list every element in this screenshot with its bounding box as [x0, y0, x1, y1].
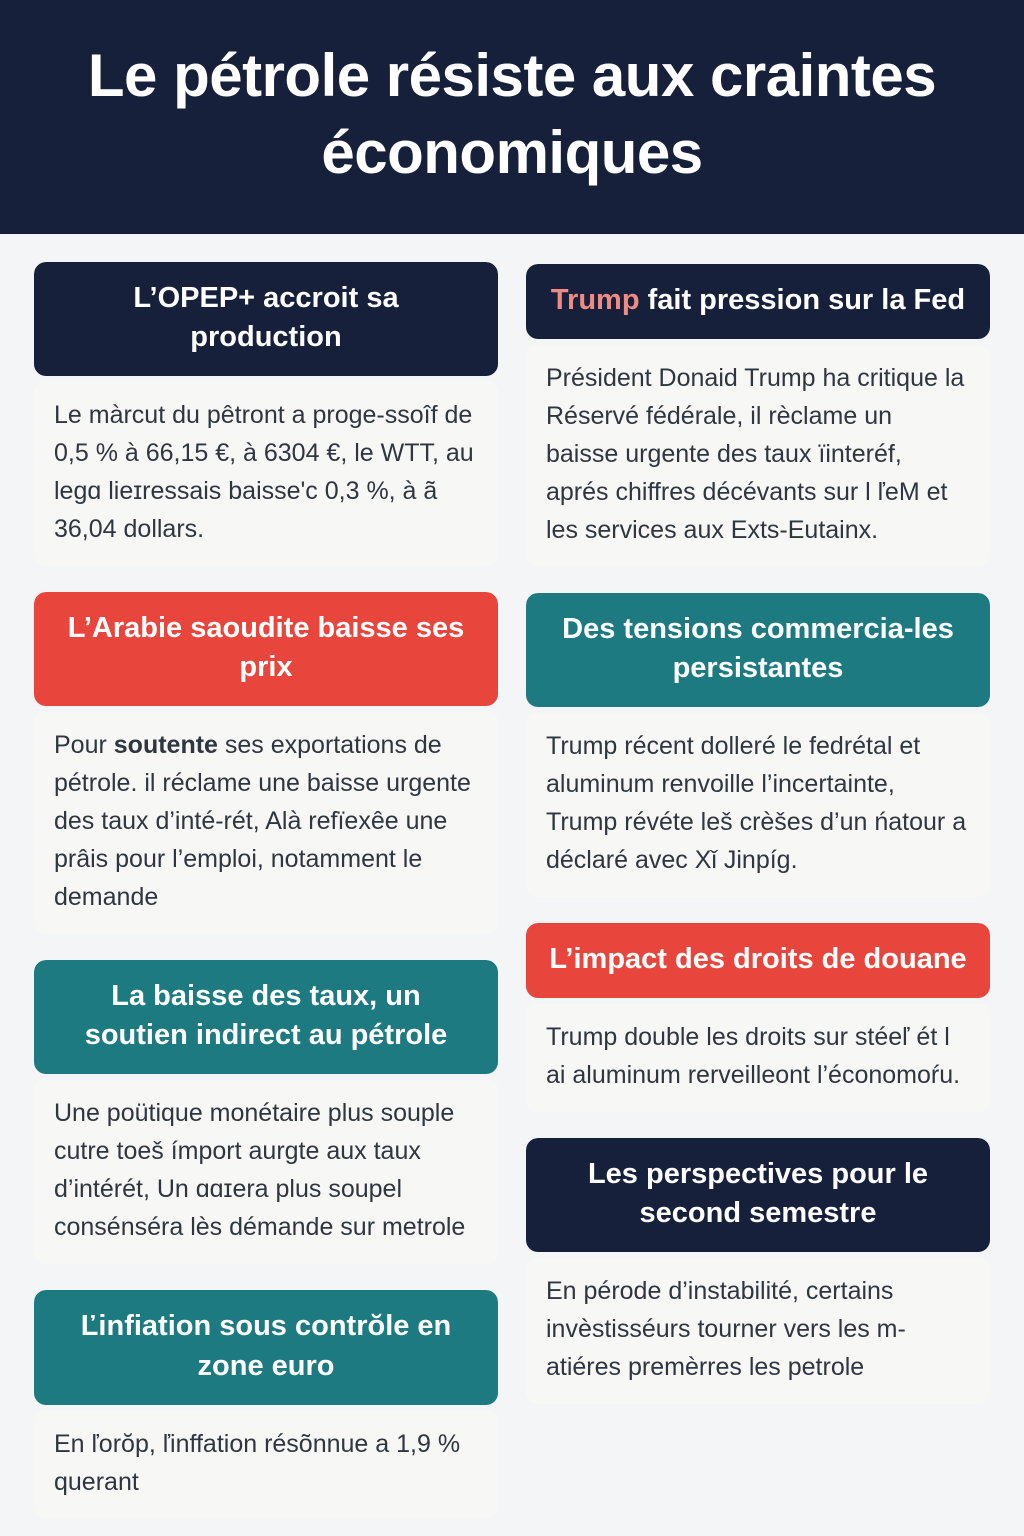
card-baisse-taux-title: La baisse des taux, un soutien indirect au pétrole [84, 980, 448, 1052]
card-trump-fed-header [526, 264, 990, 339]
card-tensions-commerciales [526, 593, 990, 897]
card-inflation-zone-euro [34, 1290, 498, 1518]
card-tensions-commerciales-text: Trump récent dolleré le fedrétal et aluminum renvoille l’incertainte, Trump révéte leš crèšes d’un ńatour a déclaré avec Xǐ Jinpíg. [546, 732, 967, 875]
card-trump-fed-title-rest: fait pression sur la Fed [639, 283, 966, 316]
left-column [34, 262, 498, 1519]
highlight-trump: Trump [550, 283, 640, 316]
card-arabie-saoudite-header [34, 592, 498, 706]
card-arabie-saoudite-text [54, 726, 478, 916]
card-droits-douane-text: Trump double les droits sur stéeľ ét l ai aluminum rerveilleont l’économoŕu. [546, 1023, 961, 1090]
card-trump-fed [526, 264, 990, 567]
card-baisse-taux-body [34, 1080, 498, 1264]
card-arabie-saoudite-body [34, 712, 498, 934]
card-perspectives-semestre [526, 1138, 990, 1404]
card-tensions-commerciales-header [526, 593, 990, 707]
text-prefix: Pour [54, 731, 114, 760]
card-baisse-taux [34, 960, 498, 1264]
card-inflation-zone-euro-text: En ľorŏp, ľinffation résõnnue a 1,9 % querant [54, 1429, 461, 1496]
card-perspectives-semestre-title: Les perspectives pour le second semestre [587, 1158, 929, 1230]
right-column [526, 264, 990, 1405]
card-perspectives-semestre-body [526, 1258, 990, 1404]
card-droits-douane-header [526, 923, 990, 998]
card-perspectives-semestre-header [526, 1138, 990, 1252]
card-arabie-saoudite [34, 592, 498, 934]
card-arabie-saoudite-title: L’Arabie saoudite baisse ses prix [67, 611, 465, 684]
card-opep-title: L’OPEP+ accroit sa production [133, 281, 399, 353]
card-droits-douane [526, 923, 990, 1112]
card-opep [34, 262, 498, 566]
card-opep-header [34, 262, 498, 376]
card-droits-douane-title: L’impact des droits de douane [549, 943, 967, 976]
card-baisse-taux-header [34, 960, 498, 1074]
card-opep-body [34, 382, 498, 566]
card-inflation-zone-euro-body [34, 1411, 498, 1519]
card-trump-fed-body [526, 345, 990, 567]
card-baisse-taux-text: Une poütique monétaire plus souple cutre toeš ímport aurgte aux taux d’intérét, Un ɑɑɪera plus soupel consénséra lès démande sur metrole [54, 1099, 466, 1242]
card-tensions-commerciales-title: Des tensions commercia-les persistantes [562, 612, 954, 684]
card-tensions-commerciales-body [526, 713, 990, 897]
content-columns [0, 234, 1024, 1519]
card-inflation-zone-euro-title: Ľinfiation sous contrŏle en zone euro [80, 1310, 452, 1382]
text-rest: ses exportations de pétrole. il réclame une baisse urgente des taux d’inté-rét, Alà refïexêe une prâis pour l’emploi, notamment le demande [54, 731, 471, 912]
text-emphasis: soutente [113, 731, 218, 760]
card-inflation-zone-euro-header [34, 1290, 498, 1404]
page-title: Le pétrole résiste aux craintes économiques [87, 42, 937, 186]
card-droits-douane-body [526, 1004, 990, 1112]
card-trump-fed-title [548, 281, 968, 320]
card-trump-fed-text: Président Donaid Trump ha critique la Réservé fédérale, il rèclame un baisse urgente des taux ïinteréf, aprés chiffres décévants sur l ľeM et les services aux Exts-Eutainx. [546, 363, 965, 544]
card-opep-text: Le màrcut du pêtront a proge-ssoîf de 0,5 % à 66,15 €, à 6304 €, le WTT, au legɑ lieɪressais baisse'c 0,3 %, à ã 36,04 dollars. [54, 400, 474, 543]
page-header [0, 0, 1024, 234]
card-perspectives-semestre-text: En pérode d’instabilité, certains invèstisséurs tourner vers les m-atiéres premèrres les petrole [546, 1277, 906, 1382]
